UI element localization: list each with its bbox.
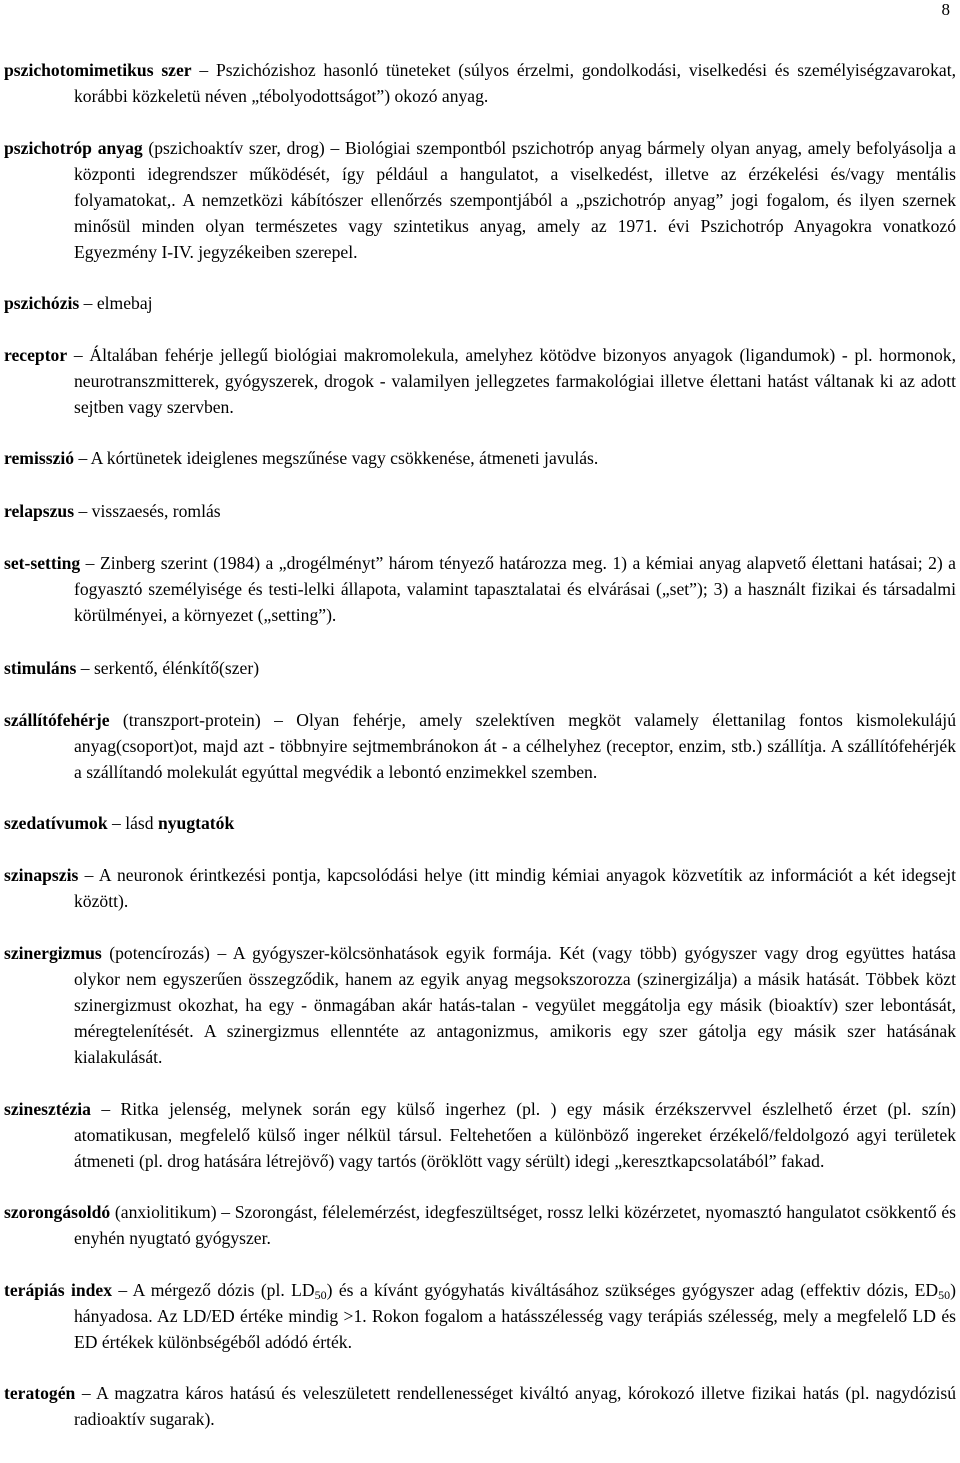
glossary-cross-reference: nyugtatók	[157, 813, 235, 833]
glossary-definition: (anxiolitikum) – Szorongást, félelemérzést, idegfeszültséget, rossz lelki közérzetet, nyomasztó hangulatot csökkentő és enyhén nyugtató gyógyszer.	[74, 1202, 956, 1248]
glossary-entry-szinapszis	[4, 862, 956, 914]
glossary-entry-set-setting	[4, 550, 956, 628]
glossary-entry-szinesztezia	[4, 1096, 956, 1174]
glossary-definition: – Ritka jelenség, melynek során egy külső ingerhez (pl. ) egy másik érzékszervvel észlelhető érzet (pl. szín) atomatikusan, megfelelő külső inger nélkül társul. Feltehetően a különböző ingereket érzékelő/feldolgozó agyi területek átmeneti (pl. drog hatására létrejövő) vagy tartós (öröklött vagy sérült) idegi „keresztkapcsolatából” fakad.	[74, 1099, 956, 1171]
glossary-definition-part: ) és a kívánt gyógyhatás kiváltásához szükséges gyógyszer adag (effektiv dózis, ED	[326, 1280, 939, 1300]
glossary-term: szállítófehérje	[4, 710, 110, 730]
glossary-term: terápiás index	[4, 1280, 113, 1300]
glossary-entry-remisszio	[4, 445, 956, 471]
glossary-entry-pszichozis	[4, 290, 956, 316]
glossary-entry-pszichotrop-anyag	[4, 135, 956, 265]
glossary-term: stimuláns	[4, 658, 77, 678]
glossary-term: szedatívumok	[4, 813, 108, 833]
glossary-definition: (transzport-protein) – Olyan fehérje, amely szelektíven megköt valamely élettanilag fontos kismolekulájú anyag(csoport)ot, majd azt - többnyire sejtmembránokon át - a célhelyhez (receptor, enzim, stb.) szállítja. A szállítófehérjék a szállítandó molekulát egyúttal megvédik a lebontó enzimekkel szemben.	[74, 710, 956, 782]
glossary-definition: (potencírozás) – A gyógyszer-kölcsönhatások egyik formája. Két (vagy több) gyógyszer vagy drog együttes hatása olykor nem egyszerűen összegződik, hanem az egyik anyag megsokszorozza (szinergizálja) a másik hatását. Többek közt szinergizmust okozhat, ha egy - önmagában akár hatás-talan - vegyület meggátolja egy másik (bioaktív) szer lebontását, méregtelenítését. A szinergizmus ellenntéte az antagonizmus, amikoris egy szer gátolja egy másik szer hatásának kialakulását.	[74, 943, 956, 1067]
glossary-definition: – lásd	[107, 813, 158, 833]
glossary-definition: – elmebaj	[79, 293, 153, 313]
glossary-definition: – Általában fehérje jellegű biológiai makromolekula, amelyhez kötödve bizonyos anyagok (ligandumok) - pl. hormonok, neurotranszmitterek, gyógyszerek, drogok - valamilyen jellegzetes farmakológiai illetve élettani hatást váltanak ki az adott sejtben vagy szervben.	[67, 345, 956, 417]
glossary-entry-receptor	[4, 342, 956, 420]
glossary-definition: – Pszichózishoz hasonló tüneteket (súlyos érzelmi, gondolkodási, viselkedési és személyiségzavarokat, korábbi közkeletü néven „tébolyodottságot”) okozó anyag.	[74, 60, 956, 106]
glossary-definition: – serkentő, élénkítő(szer)	[76, 658, 260, 678]
glossary-term: receptor	[4, 345, 68, 365]
glossary-entry-terapias-index	[4, 1277, 956, 1355]
glossary-entry-relapszus	[4, 498, 956, 524]
glossary-term: relapszus	[4, 501, 75, 521]
glossary-definition: – A neuronok érintkezési pontja, kapcsolódási helye (itt mindig kémiai anyagok közvetítik az információt a két idegsejt között).	[74, 865, 956, 911]
glossary-definition: – A magzatra káros hatású és veleszületett rendellenességet kiváltó anyag, kórokozó illetve fizikai hatás (pl. nagydózisú radioaktív sugarak).	[74, 1383, 956, 1429]
glossary-definition: (pszichoaktív szer, drog) – Biológiai szempontból pszichotróp anyag bármely olyan anyag, amely befolyásolja a központi idegrendszer működését, így például a hangulatot, a viselkedést, illetve az érzékelési és/vagy mentális folyamatokat,. A nemzetközi kábítószer ellenőrzés szempontjából a „pszichotróp anyag” jogi fogalom, és ilyen szernek minősül minden olyan természetes vagy szintetikus anyag, amely az 1971. évi Pszichotróp Anyagokra vonatkozó Egyezmény I-IV. jegyzékeiben szerepel.	[74, 138, 956, 262]
glossary-term: szinesztézia	[4, 1099, 91, 1119]
glossary-term: pszichotróp anyag	[4, 138, 143, 158]
glossary-entry-szinergizmus	[4, 940, 956, 1070]
glossary-definition-part: – A mérgező dózis (pl. LD	[112, 1280, 315, 1300]
glossary-term: pszichotomimetikus szer	[4, 60, 192, 80]
glossary-entry-stimulans	[4, 655, 956, 681]
glossary-term: szorongásoldó	[4, 1202, 111, 1222]
glossary-term: remisszió	[4, 448, 75, 468]
glossary-entry-szallitofeherje	[4, 707, 956, 785]
glossary-definition-part: ) hányadosa. Az LD/ED értéke mindig >1. Rokon fogalom a hatásszélesség vagy terápiás szélesség, mely a megfelelő LD és ED értékek különbségéből adódó érték.	[74, 1280, 956, 1352]
subscript-50: 50	[938, 1288, 951, 1302]
glossary-entry-pszichotomimetikus-szer	[4, 57, 956, 109]
glossary-term: set-setting	[4, 553, 81, 573]
glossary-entry-szedativumok	[4, 810, 956, 836]
glossary	[4, 57, 956, 1432]
subscript-50: 50	[314, 1288, 327, 1302]
glossary-entry-teratogen	[4, 1380, 956, 1432]
glossary-term: szinapszis	[4, 865, 79, 885]
glossary-term: pszichózis	[4, 293, 80, 313]
page-number: 8	[941, 0, 950, 19]
glossary-entry-szorongasoldo	[4, 1199, 956, 1251]
glossary-definition: – A kórtünetek ideiglenes megszűnése vagy csökkenése, átmeneti javulás.	[74, 448, 599, 468]
glossary-term: szinergizmus	[4, 943, 102, 963]
glossary-term: teratogén	[4, 1383, 76, 1403]
glossary-definition: – Zinberg szerint (1984) a „drogélményt” három tényező határozza meg. 1) a kémiai anyag alapvető élettani hatásai; 2) a fogyasztó személyisége és testi-lelki állapota, valamint tapasztalatai és elvárásai („set”); 3) a használt fizikai és társadalmi körülményei, a környezet („setting”).	[74, 553, 956, 625]
glossary-definition: – visszaesés, romlás	[74, 501, 221, 521]
